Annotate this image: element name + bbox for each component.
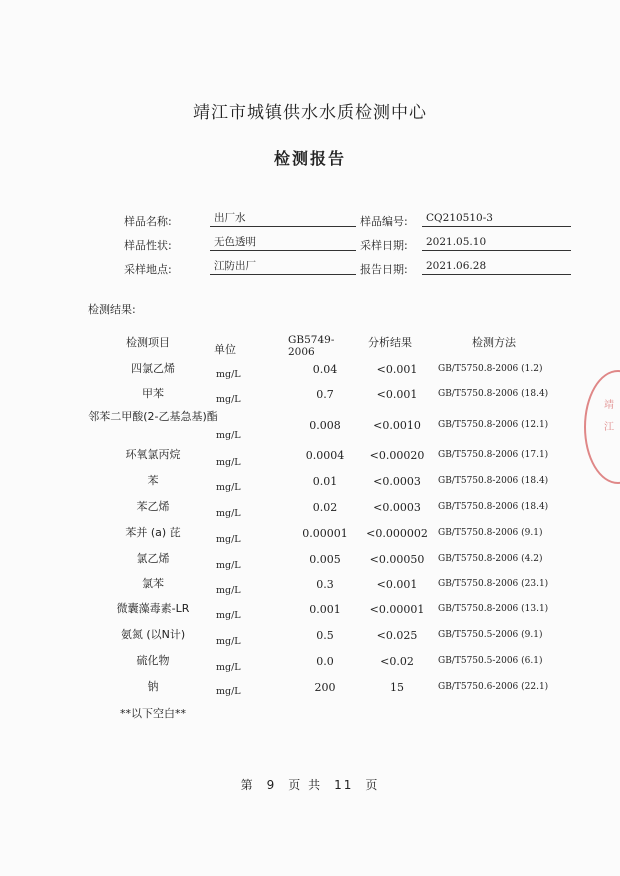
page-mid: 页 共 [288, 778, 323, 792]
sample-number-value: CQ210510-3 [422, 212, 571, 227]
row-unit: mg/L [216, 457, 241, 468]
row-unit: mg/L [216, 636, 241, 647]
row-method: GB/T5750.8-2006 (18.4) [438, 502, 549, 512]
row-unit: mg/L [216, 394, 241, 405]
row-method: GB/T5750.5-2006 (6.1) [438, 656, 543, 666]
row-item: 苯乙烯 [136, 500, 170, 513]
header-unit: 单位 [214, 343, 236, 356]
row-method: GB/T5750.8-2006 (1.2) [438, 364, 543, 374]
row-method: GB/T5750.8-2006 (4.2) [438, 554, 543, 564]
sampling-date-value: 2021.05.10 [422, 236, 571, 251]
row-method: GB/T5750.8-2006 (18.4) [438, 389, 549, 399]
page-prefix: 第 [240, 778, 255, 792]
sample-name-label: 样品名称: [124, 215, 172, 228]
row-unit: mg/L [216, 662, 241, 673]
row-method: GB/T5750.8-2006 (9.1) [438, 528, 543, 538]
row-limit: 0.5 [316, 629, 334, 642]
header-result: 分析结果 [368, 336, 412, 349]
row-item: 氨氮 (以N计) [120, 628, 186, 641]
row-limit: 0.0004 [305, 449, 345, 462]
row-item: 环氧氯丙烷 [125, 448, 181, 461]
sample-number-label: 样品编号: [360, 215, 408, 228]
row-limit: 0.02 [312, 501, 338, 514]
page-total: 11 [334, 778, 354, 792]
row-limit: 0.0 [316, 655, 334, 668]
row-result: 15 [390, 681, 404, 694]
blank-note: **以下空白** [120, 707, 186, 720]
row-item: 苯 [147, 474, 159, 487]
row-unit: mg/L [216, 686, 241, 697]
report-date-label: 报告日期: [360, 263, 408, 276]
row-item: 四氯乙烯 [131, 362, 175, 375]
row-item: 氯乙烯 [136, 552, 170, 565]
page-footer [0, 776, 620, 793]
row-result: <0.000002 [366, 527, 428, 540]
sample-property-value: 无色透明 [210, 236, 356, 251]
row-limit: 0.008 [309, 419, 341, 432]
row-result: <0.0003 [373, 501, 421, 514]
row-item: 苯并 (a) 芘 [125, 526, 181, 539]
row-method: GB/T5750.8-2006 (13.1) [438, 604, 549, 614]
row-result: <0.0010 [373, 419, 421, 432]
organization-title: 靖江市城镇供水水质检测中心 [193, 103, 427, 123]
seal-text: 靖江 [604, 400, 614, 433]
row-unit: mg/L [216, 508, 241, 519]
page-suffix: 页 [365, 778, 380, 792]
row-unit: mg/L [216, 585, 241, 596]
row-limit: 0.04 [312, 363, 338, 376]
row-limit: 0.005 [309, 553, 341, 566]
row-result: <0.025 [376, 629, 418, 642]
row-unit: mg/L [216, 534, 241, 545]
row-result: <0.00001 [369, 603, 425, 616]
row-item: 微囊藻毒素-LR [116, 602, 190, 615]
row-unit: mg/L [216, 369, 241, 380]
row-limit: 0.00001 [302, 527, 348, 540]
report-date-value: 2021.06.28 [422, 260, 571, 275]
row-result: <0.001 [376, 388, 418, 401]
results-label: 检测结果: [88, 303, 136, 316]
row-method: GB/T5750.8-2006 (17.1) [438, 450, 549, 460]
sample-property-label: 样品性状: [124, 239, 172, 252]
row-method: GB/T5750.8-2006 (18.4) [438, 476, 549, 486]
row-item: 氯苯 [142, 577, 164, 590]
row-unit: mg/L [216, 610, 241, 621]
row-limit: 0.7 [316, 388, 334, 401]
header-limit: GB5749-2006 [288, 334, 335, 358]
row-item: 硫化物 [136, 654, 170, 667]
row-method: GB/T5750.8-2006 (23.1) [438, 579, 549, 589]
row-result: <0.02 [380, 655, 414, 668]
row-limit: 0.01 [312, 475, 338, 488]
row-limit: 0.3 [316, 578, 334, 591]
row-limit: 200 [314, 681, 336, 694]
header-method: 检测方法 [472, 336, 516, 349]
report-title: 检测报告 [273, 149, 346, 168]
page-current: 9 [266, 778, 277, 792]
row-method: GB/T5750.5-2006 (9.1) [438, 630, 543, 640]
sample-name-value: 出厂水 [210, 212, 356, 227]
row-unit: mg/L [216, 560, 241, 571]
row-unit: mg/L [216, 430, 241, 441]
row-result: <0.0003 [373, 475, 421, 488]
row-method: GB/T5750.6-2006 (22.1) [438, 682, 549, 692]
sampling-location-label: 采样地点: [124, 263, 172, 276]
row-limit: 0.001 [309, 603, 341, 616]
header-item: 检测项目 [126, 336, 170, 349]
row-item: 邻苯二甲酸(2-乙基急基)酯 [88, 410, 218, 423]
row-item: 钠 [147, 680, 159, 693]
sampling-date-label: 采样日期: [360, 239, 408, 252]
row-result: <0.00020 [369, 449, 425, 462]
row-unit: mg/L [216, 482, 241, 493]
sampling-location-value: 江防出厂 [210, 260, 356, 275]
row-item: 甲苯 [142, 387, 164, 400]
row-result: <0.00050 [369, 553, 425, 566]
row-result: <0.001 [376, 363, 418, 376]
row-method: GB/T5750.8-2006 (12.1) [438, 420, 549, 430]
row-result: <0.001 [376, 578, 418, 591]
